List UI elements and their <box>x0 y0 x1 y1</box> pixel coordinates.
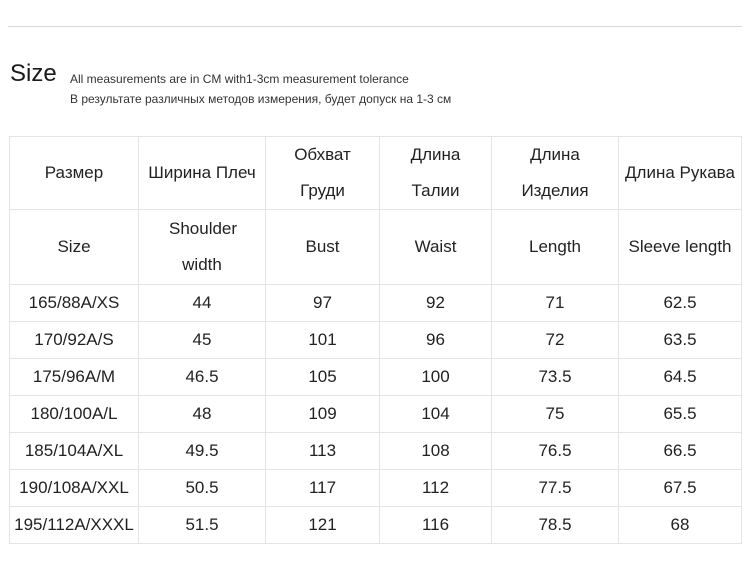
header-cell: Длина Рукава <box>619 137 742 210</box>
bust-cell: 105 <box>266 359 380 396</box>
table-row <box>10 396 742 433</box>
size-cell: 175/96A/M <box>10 359 139 396</box>
table-row <box>10 507 742 544</box>
size-cell: 190/108A/XXL <box>10 470 139 507</box>
size-cell: 195/112A/XXXL <box>10 507 139 544</box>
bust-cell: 113 <box>266 433 380 470</box>
size-cell: 185/104A/XL <box>10 433 139 470</box>
bust-cell: 101 <box>266 322 380 359</box>
size-cell: 170/92A/S <box>10 322 139 359</box>
table-row <box>10 470 742 507</box>
bust-cell: 121 <box>266 507 380 544</box>
header-row-english <box>10 210 742 285</box>
length-cell: 73.5 <box>492 359 619 396</box>
waist-cell: 108 <box>380 433 492 470</box>
waist-cell: 104 <box>380 396 492 433</box>
size-cell: 165/88A/XS <box>10 285 139 322</box>
header-cell: Длина Талии <box>380 137 492 210</box>
header-cell: Обхват Груди <box>266 137 380 210</box>
length-cell: 77.5 <box>492 470 619 507</box>
header-cell: Размер <box>10 137 139 210</box>
bust-cell: 97 <box>266 285 380 322</box>
sleeve-cell: 62.5 <box>619 285 742 322</box>
table-row <box>10 433 742 470</box>
length-cell: 72 <box>492 322 619 359</box>
bust-cell: 109 <box>266 396 380 433</box>
note-russian: В результате различных методов измерения, будет допуск на 1-3 см <box>70 92 452 106</box>
waist-cell: 100 <box>380 359 492 396</box>
shoulder-cell: 49.5 <box>139 433 266 470</box>
header-cell: Sleeve length <box>619 210 742 285</box>
length-cell: 76.5 <box>492 433 619 470</box>
sleeve-cell: 65.5 <box>619 396 742 433</box>
measurement-notes <box>70 69 451 109</box>
table-row <box>10 285 742 322</box>
size-cell: 180/100A/L <box>10 396 139 433</box>
header-cell: Shoulder width <box>139 210 266 285</box>
table-row <box>10 359 742 396</box>
shoulder-cell: 51.5 <box>139 507 266 544</box>
shoulder-cell: 45 <box>139 322 266 359</box>
sleeve-cell: 64.5 <box>619 359 742 396</box>
length-cell: 71 <box>492 285 619 322</box>
shoulder-cell: 48 <box>139 396 266 433</box>
shoulder-cell: 44 <box>139 285 266 322</box>
size-chart-table <box>9 136 742 544</box>
length-cell: 75 <box>492 396 619 433</box>
sleeve-cell: 63.5 <box>619 322 742 359</box>
header-cell: Длина Изделия <box>492 137 619 210</box>
note-english: All measurements are in CM with1-3cm measurement tolerance <box>70 72 409 86</box>
shoulder-cell: 46.5 <box>139 359 266 396</box>
sleeve-cell: 67.5 <box>619 470 742 507</box>
header-row-russian <box>10 137 742 210</box>
waist-cell: 96 <box>380 322 492 359</box>
top-divider <box>8 26 742 27</box>
waist-cell: 92 <box>380 285 492 322</box>
bust-cell: 117 <box>266 470 380 507</box>
length-cell: 78.5 <box>492 507 619 544</box>
waist-cell: 116 <box>380 507 492 544</box>
header-cell: Bust <box>266 210 380 285</box>
waist-cell: 112 <box>380 470 492 507</box>
sleeve-cell: 68 <box>619 507 742 544</box>
header-cell: Ширина Плеч <box>139 137 266 210</box>
page-title: Size <box>10 60 57 87</box>
header-cell: Waist <box>380 210 492 285</box>
header-cell: Length <box>492 210 619 285</box>
sleeve-cell: 66.5 <box>619 433 742 470</box>
table-row <box>10 322 742 359</box>
header-cell: Size <box>10 210 139 285</box>
shoulder-cell: 50.5 <box>139 470 266 507</box>
